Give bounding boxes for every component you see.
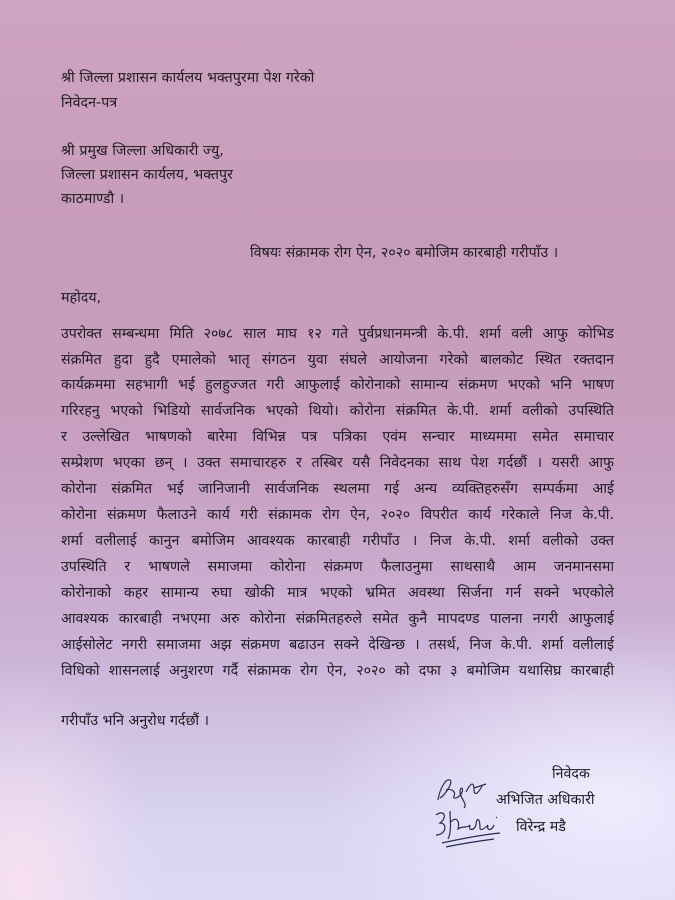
- body-line: उपस्थिति र भाषणले समाजमा कोरोना संक्रमण फैलाउनुमा साथसाथै आम जनमानसमा: [61, 559, 614, 575]
- body-line: कोरोनाको कहर सामान्य रुघा खोकी मात्र भएको भ्रमित अवस्था सिर्जना गर्न सक्ने भएकोले: [61, 585, 614, 601]
- body-line: गरीपाँउ भनि अनुरोध गर्दछौं ।: [61, 713, 209, 729]
- body-line: उपरोक्त सम्बन्धमा मिति २०७८ साल माघ १२ गते पुर्वप्रधानमन्त्री के.पी. शर्मा वली आफु कोभिड: [61, 326, 614, 342]
- header-line-1: श्री जिल्ला प्रशासन कार्यलय भक्तपुरमा पेश गरेको: [61, 70, 315, 86]
- addressee-line-1: श्री प्रमुख जिल्ला अधिकारी ज्यु,: [61, 143, 224, 159]
- subject-line: विषयः संक्रामक रोग ऐन, २०२० बमोजिम कारबाही गरीपाँउ ।: [250, 245, 559, 261]
- body-line: कार्यक्रममा सहभागी भई हुलहुज्जत गरी आफुलाई कोरोनाको सामान्य संक्रमण भएको भनि भाषण: [61, 377, 614, 393]
- signatory-name-2: विरेन्द्र मडै: [516, 819, 566, 835]
- addressee-line-2: जिल्ला प्रशासन कार्यलय, भक्तपुर: [61, 167, 233, 183]
- salutation: महोदय,: [61, 290, 102, 306]
- signatory-name-1: अभिजित अधिकारी: [496, 792, 595, 808]
- handwritten-signature-2: [430, 805, 510, 850]
- body-line: आवश्यक कारबाही नभएमा अरु कोरोना संक्रमितहरुले समेत कुनै मापदण्ड पालना नगरी आफुलाई: [61, 611, 614, 627]
- header-line-2: निवेदन-पत्र: [61, 95, 118, 111]
- body-line: कोरोना संक्रमण फैलाउने कार्य गरी संक्रामक रोग ऐन, २०२० विपरीत कार्य गरेकाले निज के.पी.: [61, 507, 614, 523]
- body-line: विधिको शासनलाई अनुशरण गर्दै संक्रामक रोग ऐन, २०२० को दफा ३ बमोजिम यथासिघ्र कारबाही: [61, 663, 614, 679]
- body-line: गरिरहनु भएको भिडियो सार्वजनिक भएको थियो। कोरोना संक्रमित के.पी. शर्मा वलीको उपस्थिति: [61, 403, 614, 419]
- body-line: कोरोना संक्रमित भई जानिजानी सार्वजनिक स्थलमा गई अन्य व्यक्तिहरुसँग सम्पर्कमा आई: [61, 481, 614, 497]
- body-line: आईसोलेट नगरी समाजमा अझ संक्रमण बढाउन सक्ने देखिन्छ । तसर्थ, निज के.पी. शर्मा वलीलाई: [61, 637, 614, 653]
- addressee-line-3: काठमाण्डौ ।: [61, 191, 125, 207]
- body-line: शर्मा वलीलाई कानुन बमोजिम आवश्यक कारबाही गरीपाँउ । निज के.पी. शर्मा वलीको उक्त: [61, 533, 614, 549]
- body-line: र उल्लेखित भाषणको बारेमा विभिन्न पत्र पत्रिका एवंम सन्चार माध्यममा समेत समाचार: [61, 429, 614, 445]
- handwritten-signature-1: [430, 770, 500, 810]
- body-line: सम्प्रेशण भएका छन् । उक्त समाचारहरु र तस्बिर यसै निवेदनका साथ पेश गर्दछौं । यसरी आफु: [61, 455, 614, 471]
- applicant-label: निवेदक: [552, 766, 590, 782]
- body-line: संक्रमित हुदा हुदै एमालेको भातृ संगठन युवा संघले आयोजना गरेको बालकोट स्थित रक्तदान: [61, 352, 614, 368]
